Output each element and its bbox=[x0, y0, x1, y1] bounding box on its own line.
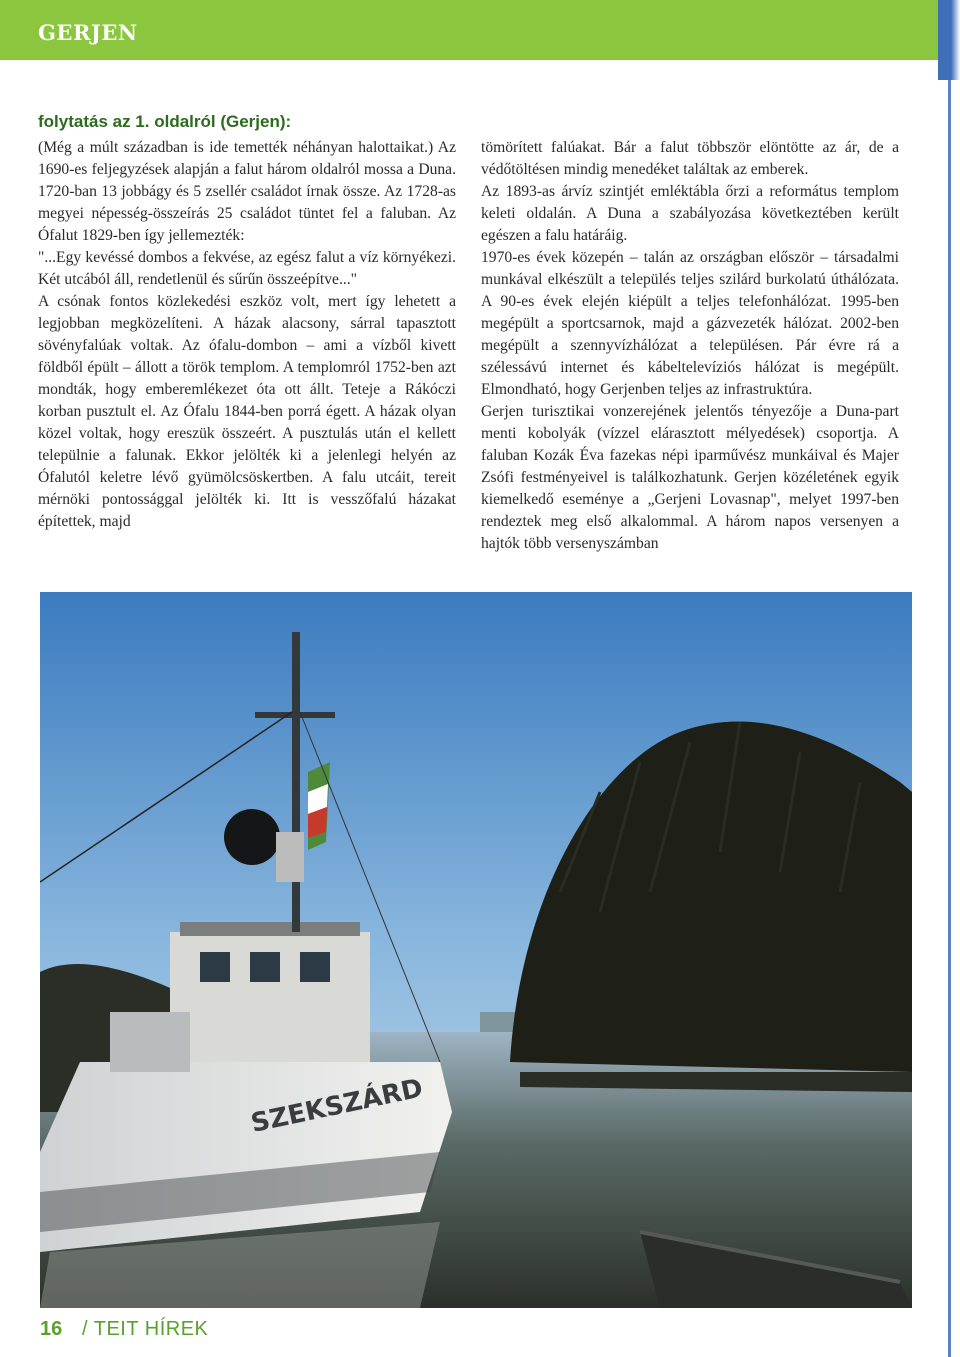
page-number: 16 bbox=[40, 1318, 63, 1340]
quote-paragraph: "...Egy kevéssé dombos a fekvése, az egész falut a víz környékezi. Két utcából áll, rendetlenül és sűrűn összeépítve..." bbox=[38, 249, 456, 288]
paragraph: A csónak fontos közlekedési eszköz volt, mert így lehetett a legjobban megközelíteni. A házak alacsony, sárral tapasztott sövényfalúak voltak. Az ófalu-dombon – ami a vízből kivett földből épült – állott a török templom. A templomról 1752-ben azt mondták, hogy emberemlékezet óta ott állt. Teteje a Rákóczi korban pusztult el. Az Ófalu 1844-ben porrá égett. A házak olyan közel voltak, hogy ereszük összeért. A pusztulás után el kellett települnie a falunak. Ekkor jelölték ki a jelenlegi helyén az Ófalutól keletre lévő gyümölcsöskertben. A falu utcáit, tereit mérnöki pontossággal jelölték ki. Itt is vesszőfalú házakat építettek, majd bbox=[38, 293, 456, 530]
right-column bbox=[481, 137, 899, 555]
river-boat-photo bbox=[40, 592, 912, 1308]
paragraph: tömörített falúakat. Bár a falut többször elöntötte az ár, de a védőtöltésen mindig menedéket találtak az emberek. bbox=[481, 139, 899, 178]
paragraph: Az 1893-as árvíz szintjét emléktábla őrzi a református templom keleti oldalán. A Duna a szabályozása következtében került egészen a falu határáig. bbox=[481, 183, 899, 244]
page-edge-line bbox=[948, 80, 951, 1357]
header-bar bbox=[0, 0, 938, 60]
left-column bbox=[38, 137, 456, 533]
page-edge-tab bbox=[938, 0, 960, 80]
continuation-heading: folytatás az 1. oldalról (Gerjen): bbox=[38, 112, 292, 131]
paragraph: Gerjen turisztikai vonzerejének jelentős tényezője a Duna-part menti kobolyák (vízzel elárasztott mélyedések) csoportja. A faluban Kozák Éva fazekas népi iparművész munkáival és Majer Zsófi festményeivel is találkozhatunk. Gerjen közéletének egyik kiemelkedő eseménye a „Gerjeni Lovasnap", melyet 1997-ben rendeztek meg első alkalommal. A három napos versenyen a hajtók több versenyszámban bbox=[481, 403, 899, 552]
paragraph: (Még a múlt században is ide temették néhányan halottaikat.) Az 1690-es feljegyzések alapján a falut három oldalról mossa a Duna. 1720-ban 13 jobbágy és 5 zsellér családot írnak össze. Az 1728-as megyei népesség-összeírás 25 családot tüntet fel a faluban. Az Ófalut 1829-ben így jellemezték: bbox=[38, 139, 456, 244]
magazine-name: / TEIT HÍREK bbox=[82, 1318, 209, 1340]
boat-name-text: SZEKSZÁRD bbox=[248, 1073, 426, 1140]
section-title: GERJEN bbox=[38, 20, 138, 45]
paragraph: 1970-es évek közepén – talán az országban először – társadalmi munkával elkészült a település teljes szilárd burkolatú úthálózata. A 90-es évek elején kiépült a teljes telefonhálózat. 1995-ben megépült a sportcsarnok, majd a gázvezeték hálózat. 2002-ben megépült a szennyvízhálózat a településen. Pár évre rá a szélessávú internet és kábeltelevíziós hálózat is megépült. Elmondható, hogy Gerjenben teljes az infrastruktúra. bbox=[481, 249, 899, 398]
